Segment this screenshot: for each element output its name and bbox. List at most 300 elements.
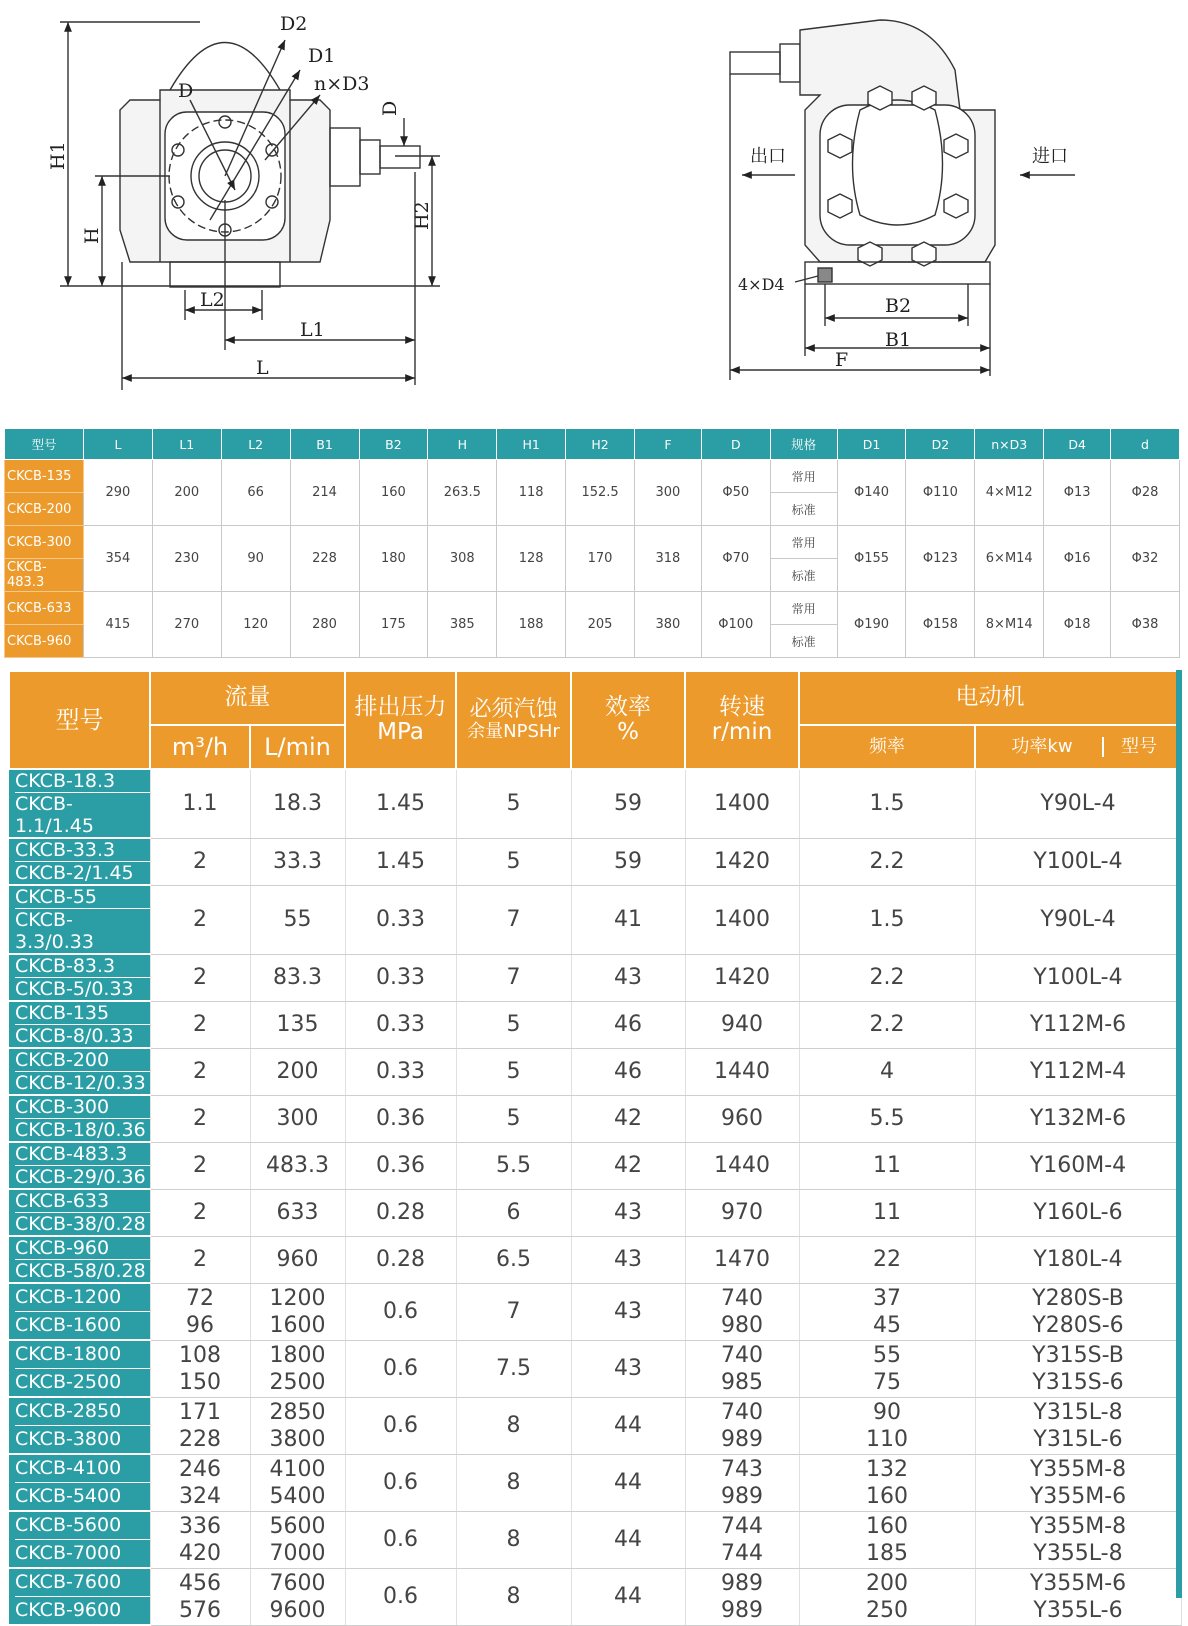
label-d1: D1 [308, 45, 336, 67]
perf-value-cell: 940 [685, 1001, 799, 1048]
dim-value-cell: Φ123 [906, 526, 975, 592]
perf-header-speed [685, 671, 799, 769]
perf-model-name: CKCB-960 [15, 1237, 150, 1260]
perf-value: 985 [721, 1369, 763, 1395]
perf-value-cell: 59 [571, 838, 685, 885]
perf-value-cell: 2 [150, 954, 250, 1001]
perf-value-cell: 1440 [685, 1142, 799, 1189]
perf-value-cell: 4 [799, 1048, 975, 1095]
perf-value: 160 [866, 1513, 908, 1539]
perf-value-cell: 44 [571, 1568, 685, 1625]
perf-value-cell: 83.3 [250, 954, 345, 1001]
perf-value-cell [250, 1340, 345, 1397]
perf-model-name: CKCB-3800 [15, 1428, 122, 1450]
perf-header-motor-sub [975, 725, 1181, 769]
perf-value: 110 [866, 1426, 908, 1452]
perf-value-cell: 5 [456, 1048, 571, 1095]
perf-value: 989 [721, 1570, 763, 1596]
perf-header-m3h: m³/h [150, 725, 250, 769]
perf-value: Y315S-6 [1032, 1369, 1124, 1395]
perf-header-pressure [345, 671, 456, 769]
perf-model-code: CKCB-29/0.36 [15, 1166, 146, 1188]
pump-drawing-svg [0, 0, 1188, 420]
perf-value: 108 [179, 1342, 221, 1368]
perf-model-name: CKCB-1800 [15, 1341, 150, 1369]
perf-value-cell: 2 [150, 1001, 250, 1048]
dim-header-cell: B2 [359, 429, 428, 460]
dim-value-cell: 318 [635, 526, 702, 592]
dim-value-cell: 180 [359, 526, 428, 592]
perf-value-cell: Y112M-6 [975, 1001, 1181, 1048]
perf-value-cell: Y100L-4 [975, 954, 1181, 1001]
perf-value-cell: 0.33 [345, 885, 456, 954]
technical-drawings [0, 0, 1188, 420]
perf-value-cell: 44 [571, 1511, 685, 1568]
perf-value-cell: 11 [799, 1142, 975, 1189]
dim-value-cell: 4×M12 [975, 460, 1044, 526]
perf-value-cell: 0.36 [345, 1142, 456, 1189]
dim-row [5, 460, 1180, 493]
perf-model-name: CKCB-200 [15, 1049, 150, 1072]
perf-value: 980 [721, 1312, 763, 1338]
perf-value: Y355M-8 [1029, 1456, 1127, 1482]
perf-model-cell [9, 1568, 150, 1625]
perf-model-cell [9, 769, 150, 838]
perf-model-cell [9, 1454, 150, 1511]
perf-model-name: CKCB-2500 [15, 1371, 122, 1393]
label-d-shaft: D [379, 100, 401, 116]
npsh-label: 必须汽蚀 [469, 697, 558, 722]
perf-value-cell: 18.3 [250, 769, 345, 838]
speed-label: 转速 [719, 693, 765, 720]
perf-row [9, 1397, 1181, 1454]
perf-model-code: CKCB-2/1.45 [15, 862, 134, 884]
dim-value-cell: 170 [566, 526, 635, 592]
dim-header-cell: d [1111, 429, 1180, 460]
dim-header-cell: 型号 [5, 429, 84, 460]
perf-value-cell: 5 [456, 769, 571, 838]
perf-value-cell: 5 [456, 1001, 571, 1048]
perf-value-cell: 55 [250, 885, 345, 954]
perf-value-cell: Y112M-4 [975, 1048, 1181, 1095]
perf-value-cell: 33.3 [250, 838, 345, 885]
perf-value: 743 [721, 1456, 763, 1482]
dim-value-cell: 354 [84, 526, 153, 592]
perf-value-cell: 960 [250, 1236, 345, 1283]
dim-spec-cell: 标准 [770, 559, 837, 592]
perf-model-name: CKCB-633 [15, 1190, 150, 1213]
perf-model-name: CKCB-4100 [15, 1455, 150, 1483]
perf-value-cell: 1470 [685, 1236, 799, 1283]
perf-value-cell: 5.5 [799, 1095, 975, 1142]
perf-value-cell: 2 [150, 1095, 250, 1142]
perf-model-code: CKCB-58/0.28 [15, 1260, 146, 1282]
dim-value-cell: 90 [221, 526, 290, 592]
perf-model-code: CKCB-8/0.33 [15, 1025, 134, 1047]
dim-value-cell: Φ110 [906, 460, 975, 526]
dim-row [5, 526, 1180, 559]
perf-model-name: CKCB-55 [15, 886, 150, 909]
perf-value: 3800 [269, 1426, 326, 1452]
perf-value-cell: Y160L-6 [975, 1189, 1181, 1236]
perf-value-cell [150, 1340, 250, 1397]
perf-value-cell: 44 [571, 1397, 685, 1454]
perf-value-cell [799, 1511, 975, 1568]
perf-row [9, 1142, 1181, 1189]
perf-value-cell: 5.5 [456, 1142, 571, 1189]
dim-value-cell: Φ190 [837, 592, 906, 658]
perf-value-cell [150, 1568, 250, 1625]
perf-value-cell: 135 [250, 1001, 345, 1048]
dim-value-cell: Φ38 [1111, 592, 1180, 658]
dim-value-cell: Φ140 [837, 460, 906, 526]
perf-value: Y280S-B [1032, 1285, 1124, 1311]
perf-header-power: 功率kw [1011, 736, 1073, 758]
dim-value-cell: 385 [428, 592, 497, 658]
perf-row [9, 1283, 1181, 1340]
perf-value-cell: 2 [150, 1048, 250, 1095]
label-4xd4: 4×D4 [738, 275, 785, 294]
perf-value: Y280S-6 [1032, 1312, 1124, 1338]
perf-model-name: CKCB-18.3 [15, 770, 150, 793]
perf-value: 744 [721, 1513, 763, 1539]
perf-row [9, 954, 1181, 1001]
perf-value: 740 [721, 1285, 763, 1311]
perf-value-cell [799, 1340, 975, 1397]
perf-value-cell: 0.6 [345, 1454, 456, 1511]
side-view [730, 20, 1075, 380]
perf-value-cell: Y90L-4 [975, 769, 1181, 838]
perf-value-cell [685, 1283, 799, 1340]
dim-value-cell: 263.5 [428, 460, 497, 526]
perf-value-cell: 8 [456, 1454, 571, 1511]
perf-row [9, 1189, 1181, 1236]
perf-value-cell: 1400 [685, 885, 799, 954]
perf-value: Y315L-6 [1033, 1426, 1123, 1452]
perf-value: 456 [179, 1570, 221, 1596]
label-b2: B2 [885, 295, 912, 317]
dim-value-cell: 308 [428, 526, 497, 592]
perf-value-cell: 1.1 [150, 769, 250, 838]
perf-row [9, 1095, 1181, 1142]
perf-value-cell: 7 [456, 954, 571, 1001]
perf-model-cell [9, 885, 150, 954]
perf-value-cell: 0.6 [345, 1283, 456, 1340]
perf-value-cell [975, 1283, 1181, 1340]
perf-value-cell: 1.5 [799, 885, 975, 954]
perf-value: 72 [186, 1285, 214, 1311]
perf-value-cell: Y160M-4 [975, 1142, 1181, 1189]
perf-value-cell: 43 [571, 954, 685, 1001]
perf-value: 989 [721, 1597, 763, 1623]
perf-value-cell: 1.45 [345, 838, 456, 885]
dim-value-cell: 6×M14 [975, 526, 1044, 592]
perf-value-cell: 6 [456, 1189, 571, 1236]
dim-value-cell: 118 [497, 460, 566, 526]
perf-value: 1800 [269, 1342, 326, 1368]
perf-value-cell: 2.2 [799, 838, 975, 885]
perf-value-cell: 6.5 [456, 1236, 571, 1283]
perf-value-cell: 1420 [685, 954, 799, 1001]
perf-model-code: CKCB-18/0.36 [15, 1119, 146, 1141]
perf-row [9, 1001, 1181, 1048]
perf-value-cell [685, 1454, 799, 1511]
dim-value-cell: Φ158 [906, 592, 975, 658]
perf-header-npsh [456, 671, 571, 769]
dim-value-cell: Φ18 [1044, 592, 1111, 658]
dim-spec-cell: 常用 [770, 592, 837, 625]
perf-value-cell: 1.5 [799, 769, 975, 838]
dim-value-cell: Φ155 [837, 526, 906, 592]
perf-value-cell: 59 [571, 769, 685, 838]
dim-model-cell: CKCB-960 [5, 625, 84, 658]
dim-value-cell: 380 [635, 592, 702, 658]
perf-value: 150 [179, 1369, 221, 1395]
perf-model-cell [9, 838, 150, 885]
dim-value-cell: Φ16 [1044, 526, 1111, 592]
perf-value-cell: 633 [250, 1189, 345, 1236]
perf-value-cell [685, 1397, 799, 1454]
dim-value-cell: 280 [290, 592, 359, 658]
right-accent-bar [1176, 670, 1182, 1598]
perf-value: 989 [721, 1426, 763, 1452]
label-d: D [178, 80, 194, 102]
perf-model-name: CKCB-2850 [15, 1398, 150, 1426]
perf-value: 96 [186, 1312, 214, 1338]
dim-row [5, 592, 1180, 625]
perf-value-cell: 2 [150, 1189, 250, 1236]
perf-value: Y355M-6 [1029, 1570, 1127, 1596]
label-l1: L1 [300, 319, 325, 341]
perf-value: 989 [721, 1483, 763, 1509]
perf-value-cell: 43 [571, 1340, 685, 1397]
dim-value-cell: 290 [84, 460, 153, 526]
perf-value-cell [975, 1454, 1181, 1511]
label-l2: L2 [200, 289, 225, 311]
perf-value: 55 [873, 1342, 901, 1368]
perf-value-cell [975, 1397, 1181, 1454]
perf-value: 7600 [269, 1570, 326, 1596]
perf-value-cell: 970 [685, 1189, 799, 1236]
perf-model-name: CKCB-1200 [15, 1284, 150, 1312]
perf-model-cell [9, 1001, 150, 1048]
dim-model-cell: CKCB-300 [5, 526, 84, 559]
perf-value-cell: 300 [250, 1095, 345, 1142]
perf-value-cell [975, 1340, 1181, 1397]
dimension-table-body [5, 460, 1180, 658]
perf-model-name: CKCB-483.3 [15, 1143, 150, 1166]
dim-value-cell: 270 [152, 592, 221, 658]
dim-value-cell: Φ28 [1111, 460, 1180, 526]
perf-value: Y355L-6 [1033, 1597, 1123, 1623]
perf-model-name: CKCB-7600 [15, 1569, 150, 1597]
perf-model-cell [9, 1283, 150, 1340]
label-h2: H2 [411, 201, 433, 230]
perf-model-cell [9, 1340, 150, 1397]
dim-header-cell: D2 [906, 429, 975, 460]
perf-value: 420 [179, 1540, 221, 1566]
perf-row [9, 1048, 1181, 1095]
perf-value: Y315L-8 [1033, 1399, 1123, 1425]
dim-value-cell: Φ50 [701, 460, 770, 526]
perf-value: 1600 [269, 1312, 326, 1338]
front-view [60, 22, 440, 390]
perf-model-cell [9, 1189, 150, 1236]
label-b1: B1 [885, 329, 912, 351]
perf-value-cell: 5 [456, 838, 571, 885]
perf-value-cell [799, 1397, 975, 1454]
pressure-label: 排出压力 [354, 693, 447, 720]
perf-value-cell: Y100L-4 [975, 838, 1181, 885]
perf-header-flow: 流量 [150, 671, 345, 725]
perf-header-efficiency [571, 671, 685, 769]
perf-value-cell: 46 [571, 1048, 685, 1095]
npsh-unit: 余量NPSHr [467, 721, 560, 743]
perf-header-motor-type: 型号 [1102, 737, 1174, 757]
perf-value-cell [250, 1568, 345, 1625]
perf-value-cell: 2 [150, 1236, 250, 1283]
perf-value-cell [250, 1511, 345, 1568]
perf-value: 9600 [269, 1597, 326, 1623]
perf-model-code: CKCB-38/0.28 [15, 1213, 146, 1235]
dimension-table-header [5, 429, 1180, 460]
perf-value-cell: 46 [571, 1001, 685, 1048]
dim-value-cell: 205 [566, 592, 635, 658]
dim-value-cell: 175 [359, 592, 428, 658]
dim-value-cell: 415 [84, 592, 153, 658]
perf-value-cell: Y132M-6 [975, 1095, 1181, 1142]
dim-header-cell: H1 [497, 429, 566, 460]
performance-table-body [9, 769, 1181, 1625]
perf-value-cell: 960 [685, 1095, 799, 1142]
perf-value-cell [685, 1340, 799, 1397]
label-outlet: 出口 [750, 146, 786, 167]
perf-value: 1200 [269, 1285, 326, 1311]
perf-value: 160 [866, 1483, 908, 1509]
perf-value-cell: 41 [571, 885, 685, 954]
dim-header-cell: B1 [290, 429, 359, 460]
perf-model-code: CKCB-5/0.33 [15, 978, 134, 1000]
dim-value-cell: 152.5 [566, 460, 635, 526]
perf-value: 5400 [269, 1483, 326, 1509]
perf-value: 228 [179, 1426, 221, 1452]
perf-value-cell: 42 [571, 1095, 685, 1142]
perf-value-cell: 7 [456, 885, 571, 954]
perf-value: 2850 [269, 1399, 326, 1425]
dim-header-cell: D4 [1044, 429, 1111, 460]
perf-value: 45 [873, 1312, 901, 1338]
perf-model-name: CKCB-5400 [15, 1485, 122, 1507]
perf-value-cell: 2.2 [799, 954, 975, 1001]
perf-model-name: CKCB-9600 [15, 1599, 122, 1621]
perf-value-cell: 1420 [685, 838, 799, 885]
dimension-table [4, 428, 1180, 658]
perf-row [9, 769, 1181, 838]
perf-value: Y315S-B [1032, 1342, 1124, 1368]
perf-value-cell [250, 1397, 345, 1454]
label-h: H [81, 227, 103, 244]
dim-header-cell: F [635, 429, 702, 460]
dim-spec-cell: 标准 [770, 625, 837, 658]
perf-model-code: CKCB-1.1/1.45 [15, 793, 94, 837]
perf-header-frequency: 频率 [799, 725, 975, 769]
perf-value-cell: 0.36 [345, 1095, 456, 1142]
perf-value: 4100 [269, 1456, 326, 1482]
perf-value-cell: 1440 [685, 1048, 799, 1095]
perf-row [9, 1454, 1181, 1511]
perf-value-cell [685, 1511, 799, 1568]
perf-value: 200 [866, 1570, 908, 1596]
perf-model-name: CKCB-135 [15, 1002, 150, 1025]
perf-value-cell: 8 [456, 1568, 571, 1625]
perf-value-cell: 0.6 [345, 1340, 456, 1397]
perf-model-name: CKCB-1600 [15, 1314, 122, 1336]
dim-value-cell: 200 [152, 460, 221, 526]
dim-header-cell: L [84, 429, 153, 460]
perf-value: 324 [179, 1483, 221, 1509]
perf-row [9, 1340, 1181, 1397]
perf-model-name: CKCB-5600 [15, 1512, 150, 1540]
perf-value: 185 [866, 1540, 908, 1566]
efficiency-label: 效率 [605, 693, 651, 720]
perf-row [9, 885, 1181, 954]
perf-value: 336 [179, 1513, 221, 1539]
performance-table [8, 670, 1182, 1626]
perf-value: Y355M-6 [1029, 1483, 1127, 1509]
perf-value-cell: 2 [150, 885, 250, 954]
perf-model-code: CKCB-12/0.33 [15, 1072, 146, 1094]
perf-value-cell: 11 [799, 1189, 975, 1236]
perf-model-cell [9, 1142, 150, 1189]
dim-value-cell: 214 [290, 460, 359, 526]
perf-value-cell: 8 [456, 1511, 571, 1568]
perf-value-cell [799, 1568, 975, 1625]
perf-value-cell: Y180L-4 [975, 1236, 1181, 1283]
perf-model-name: CKCB-33.3 [15, 839, 150, 862]
label-f: F [835, 349, 849, 371]
perf-model-cell [9, 1236, 150, 1283]
perf-value-cell [799, 1283, 975, 1340]
perf-model-name: CKCB-7000 [15, 1542, 122, 1564]
dim-model-cell: CKCB-633 [5, 592, 84, 625]
dim-value-cell: 120 [221, 592, 290, 658]
perf-value: 740 [721, 1342, 763, 1368]
perf-value-cell: 43 [571, 1189, 685, 1236]
perf-value: Y355L-8 [1033, 1540, 1123, 1566]
dim-value-cell: Φ70 [701, 526, 770, 592]
dim-header-cell: L2 [221, 429, 290, 460]
dim-header-cell: H2 [566, 429, 635, 460]
perf-value: 744 [721, 1540, 763, 1566]
dim-value-cell: 230 [152, 526, 221, 592]
perf-value-cell: 0.6 [345, 1511, 456, 1568]
dim-value-cell: 188 [497, 592, 566, 658]
perf-model-cell [9, 1095, 150, 1142]
perf-value: 2500 [269, 1369, 326, 1395]
perf-value-cell: 44 [571, 1454, 685, 1511]
perf-row [9, 838, 1181, 885]
perf-value: 250 [866, 1597, 908, 1623]
perf-value-cell [150, 1397, 250, 1454]
dim-value-cell: 66 [221, 460, 290, 526]
perf-model-cell [9, 954, 150, 1001]
perf-value-cell: 0.6 [345, 1397, 456, 1454]
dim-value-cell: 160 [359, 460, 428, 526]
pressure-unit: MPa [377, 719, 424, 745]
dim-header-cell: 规格 [770, 429, 837, 460]
perf-value-cell: 1.45 [345, 769, 456, 838]
perf-value-cell: 0.33 [345, 954, 456, 1001]
